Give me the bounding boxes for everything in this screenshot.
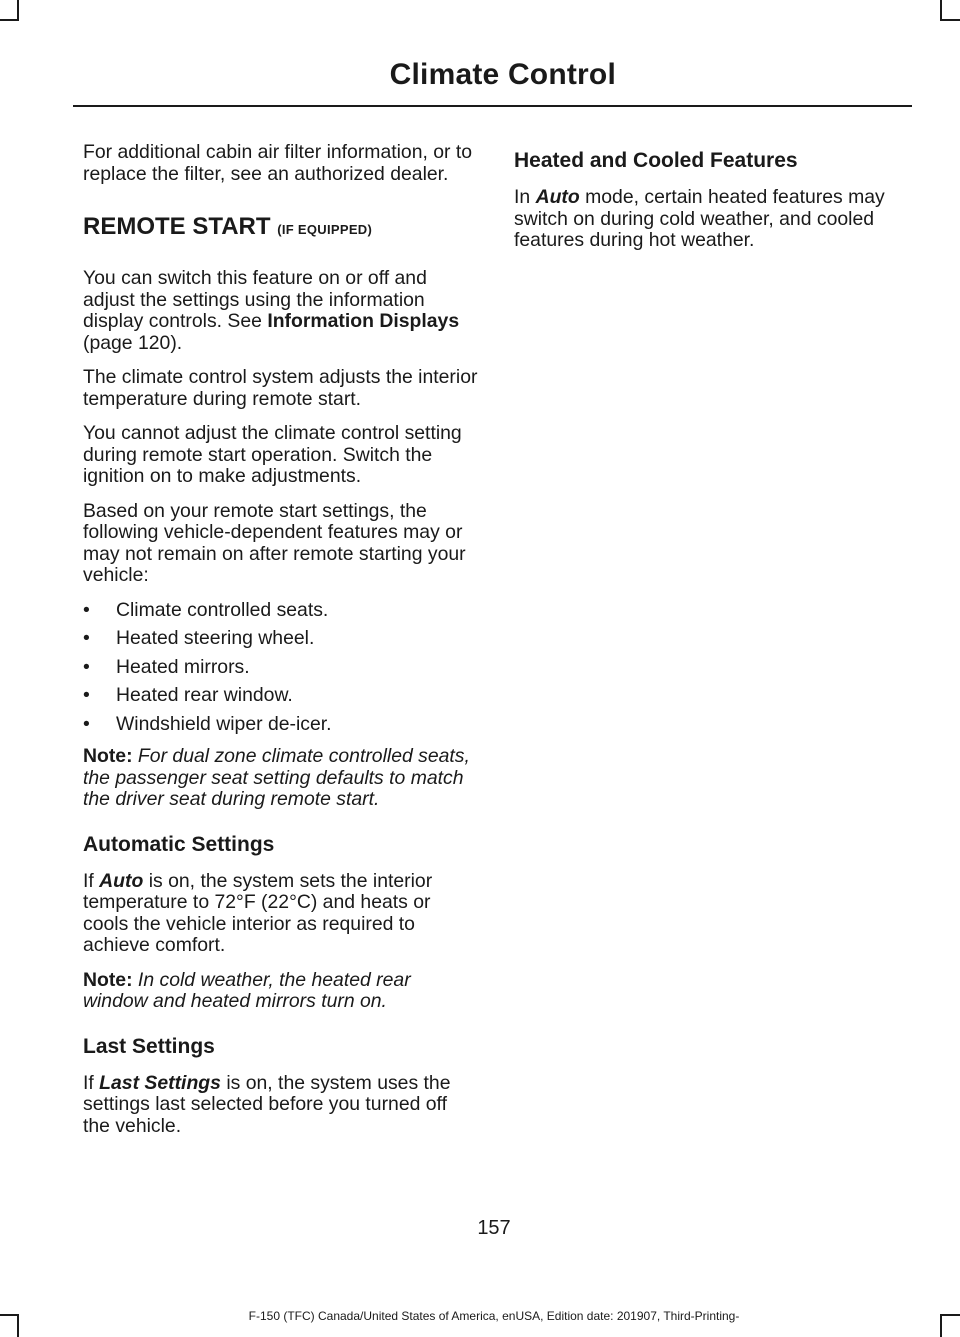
list-item: • Windshield wiper de-icer. [83,712,332,735]
page-title: Climate Control [389,58,616,91]
bullet-icon: • [83,684,90,706]
cold-weather-note: Note: In cold weather, the heated rear window and heated mirrors turn on. [83,968,411,1012]
remote-start-temperature-paragraph: The climate control system adjusts the interior temperature during remote start. [83,366,478,410]
bullet-icon: • [83,627,90,649]
automatic-settings-heading: Automatic Settings [83,832,275,856]
automatic-settings-paragraph: If Auto is on, the system sets the interior temperature to 72°F (22°C) and heats or cools the vehicle interior as required to achieve comfort. [83,869,433,956]
bullet-icon: • [83,712,90,735]
page-number: 157 [477,1217,511,1239]
right-column [514,142,909,265]
remote-start-settings-paragraph: You can switch this feature on or off and adjust the settings using the information display controls. See Information Displays (page 120). [83,267,460,354]
remote-start-heading [83,213,478,244]
crop-mark [940,19,960,21]
remote-start-features-paragraph: Based on your remote start settings, the following vehicle-dependent features may or may not remain on after remote starting your vehicle: [83,499,466,586]
heated-cooled-heading: Heated and Cooled Features [514,149,798,172]
crop-mark [17,0,19,21]
list-item: • Heated rear window. [83,684,293,706]
heated-cooled-paragraph: In Auto mode, certain heated features may switch on during cold weather, and cooled features during hot weather. [514,186,885,251]
list-item: • Heated steering wheel. [83,627,315,649]
list-item: • Climate controlled seats. [83,598,329,621]
left-column [83,142,478,1150]
edition-footer: F-150 (TFC) Canada/United States of America, enUSA, Edition date: 201907, Third-Printing- [248,1309,740,1323]
filter-info-paragraph: For additional cabin air filter information, or to replace the filter, see an authorized dealer. [83,141,473,185]
feature-list [83,600,478,736]
remote-start-adjust-paragraph: You cannot adjust the climate control setting during remote start operation. Switch the ignition on to make adjustments. [83,422,462,487]
bullet-icon: • [83,655,90,678]
crop-mark [0,19,19,21]
last-settings-paragraph: If Last Settings is on, the system uses the settings last selected before you turned off the vehicle. [83,1071,451,1137]
remote-start-title: REMOTE START [83,213,271,240]
information-displays-link[interactable]: Information Displays [267,310,460,332]
crop-mark [940,0,942,21]
if-equipped-tag: (IF EQUIPPED) [277,222,373,237]
dual-zone-note: Note: For dual zone climate controlled seats, the passenger seat setting defaults to match the driver seat during remote start. [83,745,470,810]
bullet-icon: • [83,598,90,621]
last-settings-heading: Last Settings [83,1034,215,1058]
header-divider [73,105,912,107]
list-item: • Heated mirrors. [83,655,250,678]
